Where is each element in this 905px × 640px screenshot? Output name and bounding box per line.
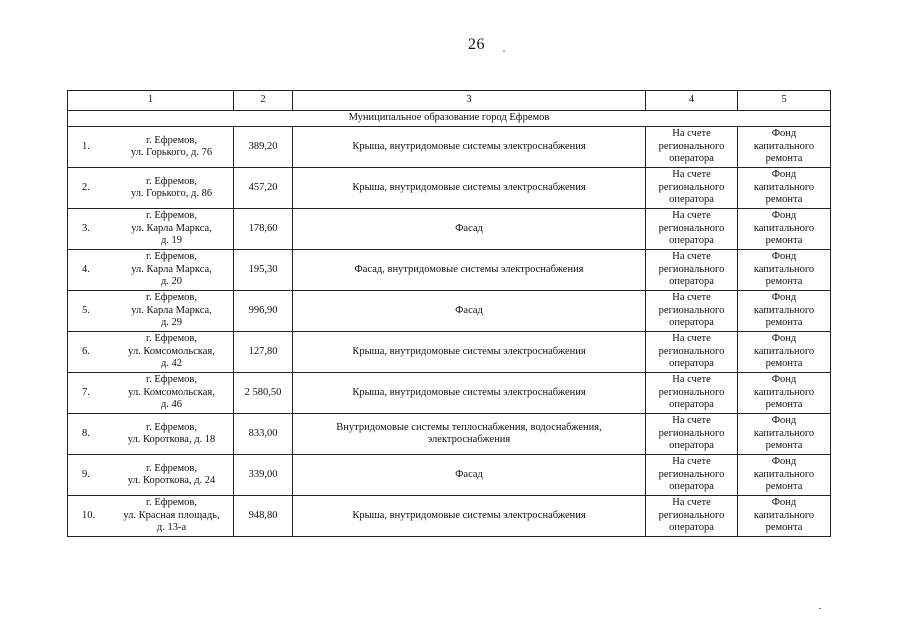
fund-cell: [738, 455, 831, 496]
financing-line: оператора: [669, 235, 714, 247]
financing-line: оператора: [669, 522, 714, 534]
address-block: [112, 497, 231, 535]
works-cell: Крыша, внутридомовые системы электроснабжения: [293, 496, 646, 537]
row-number: 4.: [82, 263, 90, 275]
area-cell: 339,00: [234, 455, 293, 496]
financing-line: На счете: [672, 374, 711, 386]
fund-line: ремонта: [765, 522, 803, 534]
financing-line: На счете: [672, 497, 711, 509]
financing-cell: [646, 127, 738, 168]
fund-line: ремонта: [765, 276, 803, 288]
fund-line: капитального: [753, 140, 815, 152]
works-cell: Внутридомовые системы теплоснабжения, водоснабжения, электроснабжения: [293, 414, 646, 455]
financing-line: регионального: [658, 222, 725, 234]
fund-line: капитального: [753, 345, 815, 357]
address-line: г. Ефремов,: [146, 374, 197, 386]
fund-cell: [738, 373, 831, 414]
financing-line: регионального: [658, 427, 725, 439]
fund-line: Фонд: [771, 333, 797, 345]
financing-line: На счете: [672, 128, 711, 140]
row-number: 8.: [82, 427, 90, 439]
financing-line: На счете: [672, 456, 711, 468]
fund-line: ремонта: [765, 399, 803, 411]
table-row: [68, 455, 831, 496]
address-line: г. Ефремов,: [146, 175, 197, 187]
financing-line: На счете: [672, 333, 711, 345]
column-number-cell: 1: [68, 91, 234, 111]
fund-line: капитального: [753, 263, 815, 275]
fund-line: капитального: [753, 509, 815, 521]
row-number: 9.: [82, 468, 90, 480]
address-line: ул. Карла Маркса,: [131, 263, 212, 275]
fund-line: капитального: [753, 181, 815, 193]
column-number-cell: 5: [738, 91, 831, 111]
financing-line: оператора: [669, 153, 714, 165]
financing-line: оператора: [669, 399, 714, 411]
table-row: [68, 373, 831, 414]
works-cell: Крыша, внутридомовые системы электроснабжения: [293, 168, 646, 209]
address-line: г. Ефремов,: [146, 333, 197, 345]
fund-line: ремонта: [765, 317, 803, 329]
row-number: 3.: [82, 222, 90, 234]
fund-line: капитального: [753, 222, 815, 234]
financing-line: На счете: [672, 251, 711, 263]
address-line: г. Ефремов,: [146, 421, 197, 433]
address-block: [112, 333, 231, 371]
column-number-cell: 2: [234, 91, 293, 111]
address-line: д. 42: [160, 358, 183, 370]
address-block: [112, 422, 231, 447]
financing-line: регионального: [658, 345, 725, 357]
address-line: ул. Короткова, д. 24: [127, 475, 216, 486]
row-number: 2.: [82, 181, 90, 193]
address-cell: [68, 168, 234, 209]
address-cell: [68, 414, 234, 455]
address-line: ул. Горького, д. 86: [130, 188, 213, 199]
table-row: [68, 291, 831, 332]
scan-speck: [819, 608, 821, 609]
row-number: 1.: [82, 140, 90, 152]
financing-line: регионального: [658, 386, 725, 398]
table-row: [68, 496, 831, 537]
address-cell: [68, 250, 234, 291]
address-line: д. 29: [160, 317, 183, 329]
area-cell: 996,90: [234, 291, 293, 332]
area-cell: 457,20: [234, 168, 293, 209]
fund-line: Фонд: [771, 456, 797, 468]
address-line: г. Ефремов,: [146, 251, 197, 263]
address-block: [112, 374, 231, 412]
fund-line: ремонта: [765, 194, 803, 206]
fund-cell: [738, 168, 831, 209]
financing-line: оператора: [669, 440, 714, 452]
address-line: ул. Карла Маркса,: [131, 222, 212, 234]
fund-cell: [738, 250, 831, 291]
financing-cell: [646, 414, 738, 455]
fund-cell: [738, 291, 831, 332]
fund-line: ремонта: [765, 440, 803, 452]
address-cell: [68, 291, 234, 332]
financing-line: оператора: [669, 276, 714, 288]
works-cell: Фасад: [293, 209, 646, 250]
works-cell: Крыша, внутридомовые системы электроснабжения: [293, 373, 646, 414]
address-cell: [68, 455, 234, 496]
financing-line: регионального: [658, 509, 725, 521]
works-cell: Крыша, внутридомовые системы электроснабжения: [293, 127, 646, 168]
row-number: 5.: [82, 304, 90, 316]
fund-line: Фонд: [771, 251, 797, 263]
fund-line: капитального: [753, 468, 815, 480]
fund-cell: [738, 332, 831, 373]
financing-cell: [646, 291, 738, 332]
area-cell: 833,00: [234, 414, 293, 455]
row-number: 6.: [82, 345, 90, 357]
financing-cell: [646, 332, 738, 373]
fund-line: капитального: [753, 386, 815, 398]
address-block: [112, 176, 231, 201]
financing-cell: [646, 496, 738, 537]
table-body: [68, 91, 831, 537]
fund-cell: [738, 414, 831, 455]
address-line: г. Ефремов,: [146, 292, 197, 304]
financing-line: оператора: [669, 481, 714, 493]
fund-line: Фонд: [771, 169, 797, 181]
financing-line: регионального: [658, 140, 725, 152]
address-cell: [68, 127, 234, 168]
table-row: [68, 168, 831, 209]
address-line: г. Ефремов,: [146, 462, 197, 474]
table-row: [68, 414, 831, 455]
section-title: Муниципальное образование город Ефремов: [68, 111, 831, 127]
financing-line: оператора: [669, 317, 714, 329]
address-block: [112, 463, 231, 488]
address-cell: [68, 373, 234, 414]
fund-line: ремонта: [765, 235, 803, 247]
address-block: [112, 135, 231, 160]
financing-line: На счете: [672, 415, 711, 427]
works-cell: Крыша, внутридомовые системы электроснабжения: [293, 332, 646, 373]
table-row: [68, 332, 831, 373]
fund-line: капитального: [753, 427, 815, 439]
fund-line: Фонд: [771, 128, 797, 140]
financing-cell: [646, 250, 738, 291]
address-line: г. Ефремов,: [146, 497, 197, 509]
address-line: ул. Карла Маркса,: [131, 304, 212, 316]
address-block: [112, 251, 231, 289]
fund-line: Фонд: [771, 292, 797, 304]
area-cell: 195,30: [234, 250, 293, 291]
area-cell: 2 580,50: [234, 373, 293, 414]
table-row: [68, 250, 831, 291]
financing-line: оператора: [669, 358, 714, 370]
address-line: ул. Комсомольская,: [128, 345, 215, 357]
address-line: ул. Комсомольская,: [128, 386, 215, 398]
fund-line: ремонта: [765, 358, 803, 370]
financing-line: На счете: [672, 210, 711, 222]
fund-cell: [738, 209, 831, 250]
financing-cell: [646, 209, 738, 250]
section-header-row: [68, 111, 831, 127]
financing-line: регионального: [658, 263, 725, 275]
address-line: ул. Красная площадь,: [123, 509, 220, 521]
financing-cell: [646, 168, 738, 209]
fund-line: капитального: [753, 304, 815, 316]
address-cell: [68, 332, 234, 373]
address-line: д. 46: [160, 399, 183, 411]
address-line: д. 19: [160, 235, 183, 247]
works-cell: Фасад: [293, 291, 646, 332]
area-cell: 389,20: [234, 127, 293, 168]
column-number-row: [68, 91, 831, 111]
column-number-cell: 3: [293, 91, 646, 111]
address-block: [112, 210, 231, 248]
financing-line: оператора: [669, 194, 714, 206]
fund-line: Фонд: [771, 210, 797, 222]
address-line: ул. Горького, д. 76: [130, 147, 213, 158]
works-cell: Фасад: [293, 455, 646, 496]
address-line: г. Ефремов,: [146, 134, 197, 146]
financing-cell: [646, 373, 738, 414]
row-number: 10.: [82, 509, 96, 521]
repair-schedule-table: [67, 90, 831, 537]
area-cell: 178,60: [234, 209, 293, 250]
fund-line: ремонта: [765, 153, 803, 165]
address-block: [112, 292, 231, 330]
address-line: д. 20: [160, 276, 183, 288]
row-number: 7.: [82, 386, 90, 398]
area-cell: 127,80: [234, 332, 293, 373]
financing-line: На счете: [672, 292, 711, 304]
address-line: д. 13-а: [156, 522, 187, 534]
table-row: [68, 209, 831, 250]
fund-line: Фонд: [771, 415, 797, 427]
area-cell: 948,80: [234, 496, 293, 537]
address-line: г. Ефремов,: [146, 210, 197, 222]
column-number-cell: 4: [646, 91, 738, 111]
financing-line: регионального: [658, 304, 725, 316]
fund-line: Фонд: [771, 374, 797, 386]
page-number: 26: [468, 36, 485, 53]
financing-line: На счете: [672, 169, 711, 181]
financing-cell: [646, 455, 738, 496]
works-cell: Фасад, внутридомовые системы электроснабжения: [293, 250, 646, 291]
address-cell: [68, 496, 234, 537]
address-line: ул. Короткова, д. 18: [127, 434, 216, 445]
fund-line: Фонд: [771, 497, 797, 509]
fund-line: ремонта: [765, 481, 803, 493]
financing-line: регионального: [658, 181, 725, 193]
table-row: [68, 127, 831, 168]
scan-speck: [503, 51, 505, 52]
financing-line: регионального: [658, 468, 725, 480]
address-cell: [68, 209, 234, 250]
fund-cell: [738, 496, 831, 537]
fund-cell: [738, 127, 831, 168]
